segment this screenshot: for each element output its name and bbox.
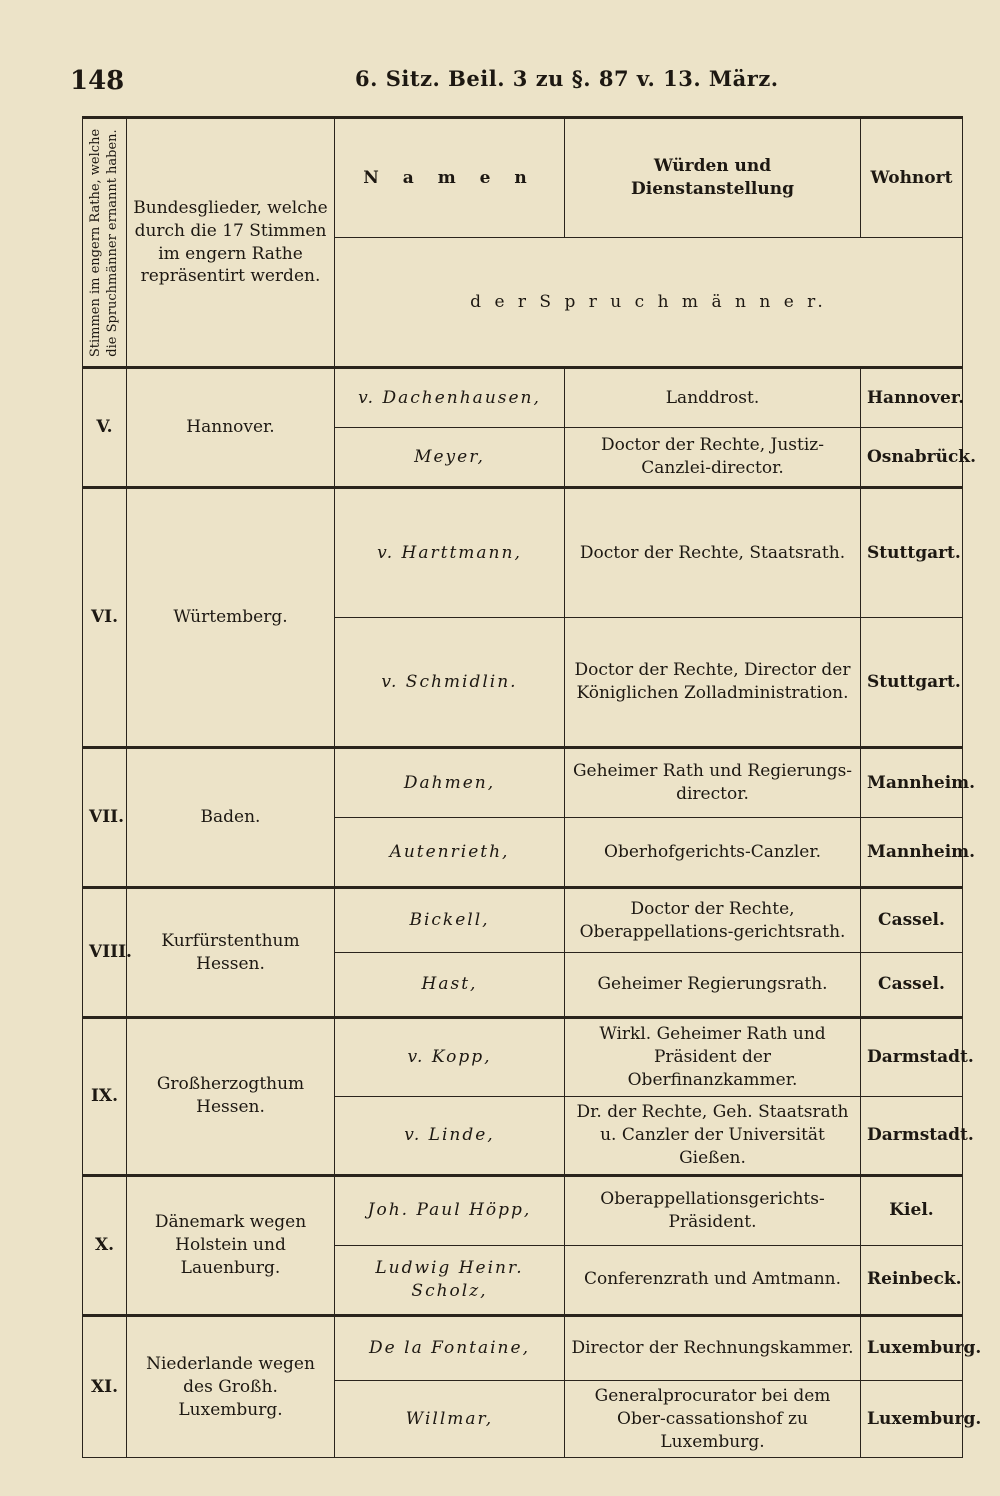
delegate-office: Doctor der Rechte, Oberappellations-gerichtsrath. [565,888,861,953]
delegate-residence: Hannover. [861,368,963,428]
federal-member-state: Würtemberg. [127,488,335,748]
delegate-residence: Luxemburg. [861,1380,963,1458]
federal-member-state: Dänemark wegen Holstein und Lauenburg. [127,1175,335,1315]
table-row [83,748,963,818]
votes-column-header: Stimmen im engern Rathe, welche die Spruchmänner ernannt haben. [83,118,127,368]
delegate-office: Geheimer Rath und Regierungs-director. [565,748,861,818]
table-header-row [83,118,963,238]
states-column-header: Bundesglieder, welche durch die 17 Stimmen im engern Rathe repräsentirt werden. [127,118,335,368]
delegate-name: Dahmen, [335,748,565,818]
delegate-name: Joh. Paul Höpp, [335,1175,565,1245]
table-row [83,1018,963,1097]
vote-number: VI. [83,488,127,748]
delegate-office: Geheimer Regierungsrath. [565,953,861,1018]
vote-number: X. [83,1175,127,1315]
delegate-office: Doctor der Rechte, Director der Königlichen Zolladministration. [565,618,861,748]
vote-number: VIII. [83,888,127,1018]
delegate-residence: Stuttgart. [861,488,963,618]
delegate-name: Meyer, [335,428,565,488]
delegate-name: Bickell, [335,888,565,953]
delegate-residence: Cassel. [861,953,963,1018]
delegate-name: v. Dachenhausen, [335,368,565,428]
office-column-header: Würden und Dienstanstellung [565,118,861,238]
page-number: 148 [70,66,125,96]
table-row [83,488,963,618]
delegate-residence: Darmstadt. [861,1018,963,1097]
spruchmaenner-subheader: d e r S p r u c h m ä n n e r. [335,238,963,368]
name-column-header: N a m e n [335,118,565,238]
federal-member-state: Kurfürstenthum Hessen. [127,888,335,1018]
delegate-name: Ludwig Heinr. Scholz, [335,1245,565,1315]
vote-number: XI. [83,1315,127,1458]
delegate-name: v. Schmidlin. [335,618,565,748]
delegate-office: Generalprocurator bei dem Ober-cassationshof zu Luxemburg. [565,1380,861,1458]
delegate-residence: Cassel. [861,888,963,953]
delegate-name: De la Fontaine, [335,1315,565,1380]
delegate-name: v. Kopp, [335,1018,565,1097]
running-header: 6. Sitz. Beil. 3 zu §. 87 v. 13. März. [355,66,779,91]
delegate-residence: Luxemburg. [861,1315,963,1380]
delegate-residence: Mannheim. [861,818,963,888]
table-row [83,1315,963,1380]
delegate-name: Hast, [335,953,565,1018]
vote-number: IX. [83,1018,127,1176]
delegate-name: v. Linde, [335,1096,565,1175]
delegate-residence: Kiel. [861,1175,963,1245]
delegate-name: Autenrieth, [335,818,565,888]
table-row [83,368,963,428]
federal-member-state: Niederlande wegen des Großh. Luxemburg. [127,1315,335,1458]
federal-member-state: Großherzogthum Hessen. [127,1018,335,1176]
delegate-office: Oberappellationsgerichts-Präsident. [565,1175,861,1245]
delegate-residence: Darmstadt. [861,1096,963,1175]
delegate-residence: Mannheim. [861,748,963,818]
delegate-office: Doctor der Rechte, Justiz-Canzlei-director. [565,428,861,488]
delegate-residence: Stuttgart. [861,618,963,748]
delegate-office: Oberhofgerichts-Canzler. [565,818,861,888]
federal-member-state: Hannover. [127,368,335,488]
delegate-office: Wirkl. Geheimer Rath und Präsident der Oberfinanzkammer. [565,1018,861,1097]
delegate-residence: Osnabrück. [861,428,963,488]
delegate-residence: Reinbeck. [861,1245,963,1315]
table-row [83,888,963,953]
delegates-table [82,116,982,1458]
federal-member-state: Baden. [127,748,335,888]
delegate-office: Conferenzrath und Amtmann. [565,1245,861,1315]
delegate-office: Doctor der Rechte, Staatsrath. [565,488,861,618]
table-row [83,1175,963,1245]
delegate-office: Director der Rechnungskammer. [565,1315,861,1380]
residence-column-header: Wohnort [861,118,963,238]
delegate-name: Willmar, [335,1380,565,1458]
vote-number: VII. [83,748,127,888]
vote-number: V. [83,368,127,488]
delegate-office: Landdrost. [565,368,861,428]
delegate-office: Dr. der Rechte, Geh. Staatsrath u. Canzler der Universität Gießen. [565,1096,861,1175]
delegate-name: v. Harttmann, [335,488,565,618]
